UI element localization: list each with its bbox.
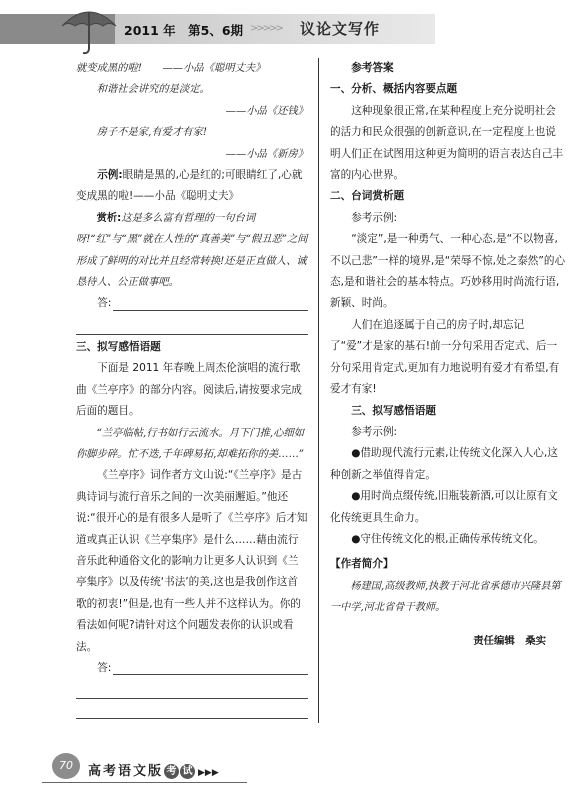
s1-text: 这种现象很正常,在某种程度上充分说明社会的活力和民众很强的创新意识,在一定程度上也说明人们正在试图用这种更为简明的语言表达自己丰富的内心世界。 (330, 104, 564, 182)
magazine-title (88, 760, 219, 779)
responsible-editor: 责任编辑 桑实 (473, 634, 546, 647)
answer-label-2: 答: (97, 661, 112, 674)
answer-blank (113, 297, 308, 311)
umbrella-icon (58, 4, 120, 56)
answer-blank-2 (113, 661, 308, 675)
s3-bullet-3: ●守住传统文化的根,正确传承传统文化。 (351, 532, 544, 545)
issue-label: 2011 年 第5、6期 (124, 23, 244, 38)
section3-title: 三、拟写感悟语题 (76, 340, 161, 353)
example-paragraph (76, 165, 308, 208)
section3-intro: 下面是 2011 年春晚上周杰伦演唱的流行歌曲《兰亭序》的部分内容。阅读后,请按要求完成后面的题目。 (76, 362, 302, 418)
page-footer (0, 753, 581, 793)
page-header (0, 14, 581, 44)
badge-shi: 试 (180, 764, 195, 779)
right-column (330, 58, 566, 652)
s3-bullet-2: ●用时尚点缀传统,旧瓶装新酒,可以让原有文化传统更具生命力。 (330, 490, 558, 524)
lyrics-quote: “兰亭临帖,行书如行云流水。月下门推,心细如你脚步碎。忙不迭,千年碑易拓,却难拓你的美……” (76, 426, 305, 460)
quote-line: 和谐社会讲究的是淡定。 (96, 83, 210, 96)
s2-title: 二、台词赏析题 (330, 190, 405, 203)
s3-title: 三、拟写感悟语题 (351, 404, 436, 417)
left-column (76, 58, 308, 719)
s3-bullet-1: ●借助现代流行元素,让传统文化深入人心,这种创新之举值得肯定。 (330, 447, 558, 481)
example-text: 眼睛是黑的,心是红的;可眼睛红了,心就变成黑的啦!——小品《聪明丈夫》 (76, 169, 303, 203)
answer-line (97, 293, 308, 314)
column-divider (318, 58, 319, 723)
footer-rule (42, 782, 247, 783)
s2-paragraph-2: 人们在追逐属于自己的房子时,却忘记了“爱”才是家的基石!前一分句采用否定式、后一分句采用肯定式,更加有力地说明有爱才有希望,有爱才有家! (330, 318, 560, 396)
author-bio-text: 杨建国,高级教师,执教于河北省承德市兴隆县第一中学,河北省骨干教师。 (330, 580, 561, 614)
badge-kao: 考 (164, 764, 179, 779)
quote-source: ——小品《新房》 (225, 147, 308, 160)
answer-rule-2 (76, 679, 308, 699)
column-title: 议论文写作 (300, 20, 381, 38)
answer-line-2 (97, 658, 308, 679)
answer-rule (76, 315, 308, 335)
question-paragraph: 《兰亭序》词作者方文山说:“《兰亭序》是古典诗词与流行音乐之间的一次美丽邂逅。”他还说:“很开心的是有很多人是听了《兰亭序》后才知道或真正认识《兰亭集序》是什么……藉由流行音乐此种通俗文化的影响力让更多人认识到《兰亭集序》以及传统‘书法’的美,这也是我创作这首歌的初衷!”但是,也有一些人并不这样认为。你的看法如何呢?请针对这个问题发表你的认识或看法。 (76, 469, 308, 653)
answer-label: 答: (97, 297, 112, 310)
s2-ref-label: 参考示例: (351, 211, 398, 224)
appreciation-text: 这是多么富有哲理的一句台词呀!“红”与“黑”就在人性的“真善美”与“假丑恶”之间形成了鲜明的对比并且经常转换!还是正直做人、诚恳待人、公正做事吧。 (76, 211, 308, 289)
quote-line: 房子不是家,有爱才有家! (96, 126, 207, 139)
reference-answer-title: 参考答案 (351, 62, 394, 74)
quote-source: ——小品《还钱》 (225, 104, 308, 117)
appreciation-paragraph (76, 208, 308, 294)
s1-title: 一、分析、概括内容要点题 (330, 83, 458, 96)
quote-line: 就变成黑的啦! ——小品《聪明丈夫》 (76, 62, 266, 74)
magazine-name: 高考语文版 (88, 764, 164, 779)
chevron-icon: >>>>> (250, 23, 282, 34)
author-bio-title: 【作者简介】 (330, 558, 394, 571)
s2-paragraph-1: “淡定”,是一种勇气、一种心态,是“不以物喜,不以己悲”一样的境界,是“荣辱不惊,处之泰然”的心态,是和谐社会的基本特点。巧妙移用时尚流行语,新颖、时尚。 (330, 233, 566, 310)
s3-ref-label: 参考示例: (351, 425, 398, 438)
appreciation-label: 赏析: (96, 211, 122, 224)
example-label: 示例: (97, 169, 123, 182)
answer-rule-3 (76, 699, 308, 719)
page-number: 70 (52, 753, 80, 779)
arrow-icon: ▶▶▶ (198, 768, 219, 778)
